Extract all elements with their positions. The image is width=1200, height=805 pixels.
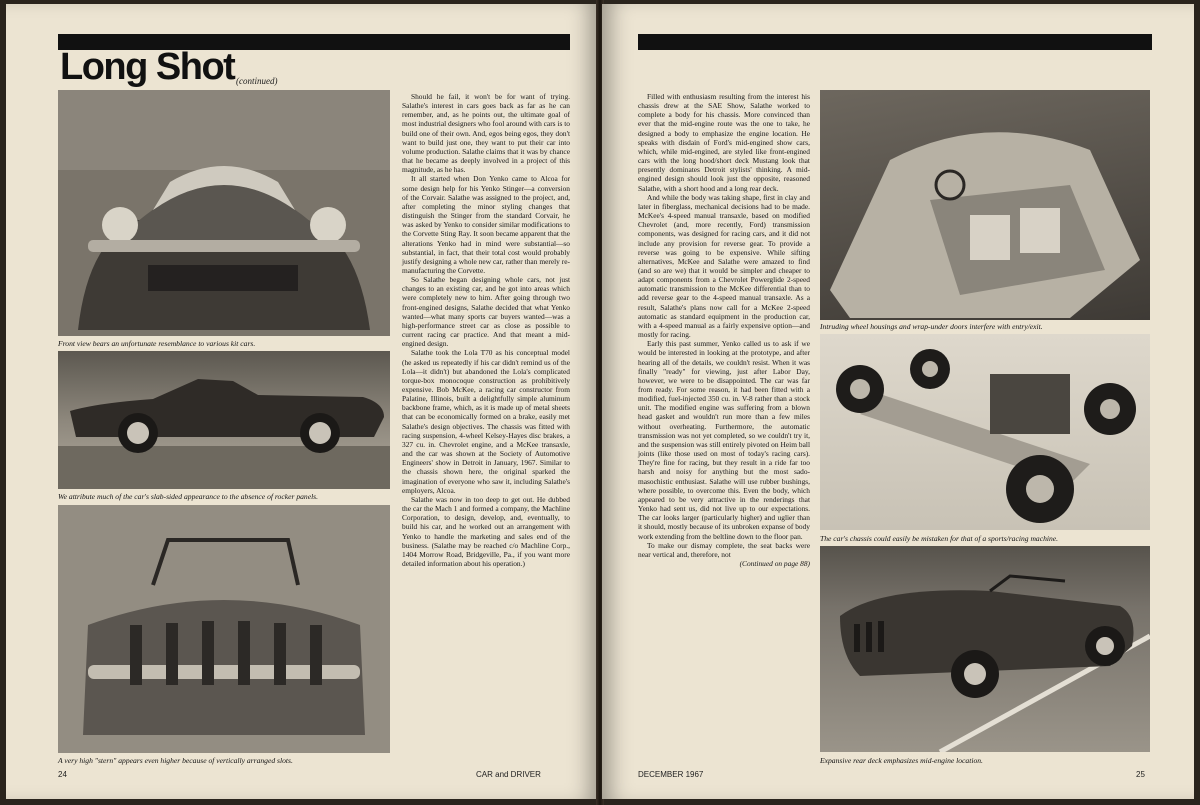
paragraph: And while the body was taking shape, first in clay and later in fiberglass, mechanical decisions had to be made. McKee's 4-speed manual transaxle, based on modified Chevrolet (and, more recently, Ford) transmission components, was designed for racing cars, and it did not include any provision for reverse gear. To provide a reverse was going to be expensive. While sifting alternatives, McKee and Salathe were amazed to find (and so are we) that it would be simpler and cheaper to adapt components from a Chevrolet Powerglide 2-speed automatic transmission to the McKee differential than to add reverse gear to the 4-speed manual transaxle. As a result, Salathe's plans now call for a McKee 2-speed automatic as standard equipment in the production car, with a 4-speed manual as a fairly expensive option—and mostly for racing. [638,192,810,340]
paragraph: It all started when Don Yenko came to Alcoa for some design help for his Yenko Stinger—a conversion of the Corvair. Salathe was assigned to the project, and, after completing the minor styling changes that distinguish the Stinger from the standard Corvair, he was asked by Yenko to consider similar modifications to the Corvette Sting Ray. It soon became apparent that the alterations Yenko had in mind were substantial—so substantial, in fact, that their total cost would probably justify designing a whole new car, rather than merely re-manufacturing the Corvette. [402,174,570,275]
car-side-illustration [58,351,390,489]
paragraph: Filled with enthusiasm resulting from the interest his chassis drew at the SAE Show, Salathe worked to complete a body for his chassis. More convinced than ever that the mid-engine route was the one to take, he designed a body to emphasize the engine location. He speaks with disdain of Ford's mid-engined show cars, which, while mid-engined, are styled like front-engined cars with the long hood/short deck Mustang look that presently dominates Detroit stylists' thinking. A mid-engined design should look just the opposite, reasoned Salathe, with a short hood and a long rear deck. [638,92,810,193]
photo-front-view [58,90,390,336]
photo-rear-deck [820,546,1150,752]
page-number: 25 [1136,770,1145,779]
paragraph: To make our dismay complete, the seat backs were near vertical and, therefore, not [638,540,810,559]
caption-front-view: Front view bears an unfortunate resemblance to various kit cars. [58,339,256,348]
rear-deck-illustration [820,546,1150,752]
chassis-illustration [820,334,1150,530]
issue-date: DECEMBER 1967 [638,770,704,779]
photo-rear-view [58,505,390,753]
caption-side-view: We attribute much of the car's slab-sided appearance to the absence of rocker panels. [58,492,319,501]
paragraph: Early this past summer, Yenko called us to ask if we would be interested in looking at the prototype, and after hearing all of the details, we couldn't resist. When it was finally "ready" for viewing, just after Labor Day, however, we were to be disappointed. The car was far from ready. For some reason, it had been fitted with a modified, fuel-injected 350 cu. in. V-8 rather than a stock unit. The modified engine was suffering from a blown head gasket and wouldn't run more than a few miles without overheating. Furthermore, the automatic transmission was not yet completed, so we couldn't try it, and the suspension was still entirely pivoted on Heim ball joints (like those used on most of today's racing cars). They're fine for racing, but they result in a ride far too harsh and noisy for anything but the most sado-masochistic enthusiast. Salathe will use rubber bushings, where possible, to overcome this. Even the body, which appeared to be very attractive in the renderings that Yenko had sent us, did not live up to our expectations. The car looks larger (particularly higher) and uglier than it should, mostly because of its unbroken expanse of body work extending from the beltline down to the floor pan. [638,339,810,541]
paragraph: Salathe took the Lola T70 as his conceptual model (he asked us repeatedly if his car didn't remind us of the Lola—it didn't) but abandoned the Lola's complicated torque-box monocoque construction as prohibitively expensive. Bob McKee, a racing car constructor from Palatine, Illinois, built a delightfully simple aluminum backbone frame, which, as it is made up of metal sheets that can be economically formed on a brake, easily met Salathe's design objectives. The chassis was fitted with racing suspension, 4-wheel Kelsey-Hayes disc brakes, a 327 cu. in. Chevrolet engine, and a McKee transaxle, and the car was shown at the Society of Automotive Engineers' show in Detroit in January, 1967. Similar to the chassis shown here, the original sparked the imagination of everyone who saw it, including Salathe's employers, Alcoa. [402,348,570,495]
photo-interior [820,90,1150,320]
paragraph: Should he fail, it won't be for want of trying. Salathe's interest in cars goes back as far as he can remember, and, as he points out, the ultimate goal of most industrial designers who fool around with cars is to build one of their own. And, egos being egos, they don't want to build just one, they want to put their car into volume production. Salathe claims that it was by chance that he became as deeply involved in a project of this magnitude, as he has. [402,92,570,175]
page-number: 24 [58,770,67,779]
continued-label: (continued) [236,76,278,86]
right-text-column [638,92,810,568]
continued-on: (Continued on page 88) [739,558,810,568]
caption-interior: Intruding wheel housings and wrap-under doors interfere with entry/exit. [820,322,1043,331]
right-page [602,4,1194,799]
caption-chassis: The car's chassis could easily be mistaken for that of a sports/racing machine. [820,534,1059,543]
caption-rear-deck: Expansive rear deck emphasizes mid-engine location. [820,756,983,765]
photo-chassis [820,334,1150,530]
left-page [6,4,598,799]
article-title: Long Shot [60,46,235,88]
car-rear-illustration [58,505,390,753]
photo-side-view [58,351,390,489]
header-rule [638,34,1152,50]
magazine-name: CAR and DRIVER [476,770,541,779]
interior-illustration [820,90,1150,320]
paragraph: So Salathe began designing whole cars, not just changes to an existing car, and he got into areas which were completely new to him. After going through two front-engined designs, Salathe decided that what Yenko wanted—what many sports car buyers wanted—was a high-performance street car as close as possible to current racing car practice. And that meant a mid-engined design. [402,275,570,349]
caption-rear-view: A very high "stern" appears even higher because of vertically arranged slots. [58,756,293,765]
paragraph: Salathe was now in too deep to get out. He dubbed the car the Mach 1 and formed a company, the Machline Corporation, to design, develop, and, eventually, to build his car, and he worked out an arrangement with Yenko to handle the marketing and sales end of the business. (Salathe may be reached c/o Machline Corp., 1404 Morrow Road, Bridgeville, Pa., if you want more detailed information about his operation.) [402,494,570,568]
left-text-column [402,92,570,568]
car-front-illustration [58,90,390,336]
